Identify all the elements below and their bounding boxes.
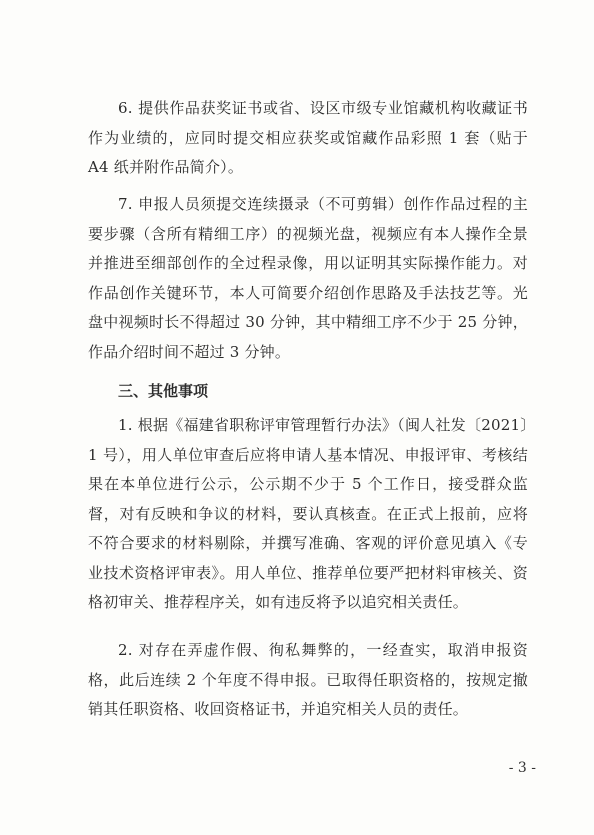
paragraph-item-6: 6. 提供作品获奖证书或省、设区市级专业馆藏机构收藏证书作为业绩的，应同时提交相应获奖或馆藏作品彩照 1 套（贴于 A4 纸并附作品简介）。 — [88, 99, 528, 176]
paragraph-section3-item-1: 1. 根据《福建省职称评审管理暂行办法》（闽人社发〔2021〕1 号），用人单位审查后应将申请人基本情况、申报评审、考核结果在本单位进行公示，公示期不少于 5 个工作日，接受群众监督，对有反映和争议的材料，要认真核查。在正式上报前，应将不符合要求的材料剔除，并撰写准确、客观的评价意见填入《专业技术资格评审表》。用人单位、推荐单位要严把材料审核关、资格初审关、推荐程序关，如有违反将予以追究相关责任。 — [88, 416, 528, 611]
page-number: - 3 - — [508, 760, 536, 776]
section-heading-other-matters: 三、其他事项 — [118, 382, 209, 400]
paragraph-section3-item-2: 2. 对存在弄虚作假、徇私舞弊的，一经查实，取消申报资格，此后连续 2 个年度不得申报。已取得任职资格的，按规定撤销其任职资格、收回资格证书，并追究相关人员的责任。 — [88, 641, 528, 718]
paragraph-item-7: 7. 申报人员须提交连续摄录（不可剪辑）创作作品过程的主要步骤（含所有精细工序）的视频光盘，视频应有本人操作全景并推进至细部创作的全过程录像，用以证明其实际操作能力。对作品创作关键环节，本人可简要介绍创作思路及手法技艺等。光盘中视频时长不得超过 30 分钟，其中精细工序不少于 25 分钟，作品介绍时间不超过 3 分钟。 — [88, 195, 528, 361]
